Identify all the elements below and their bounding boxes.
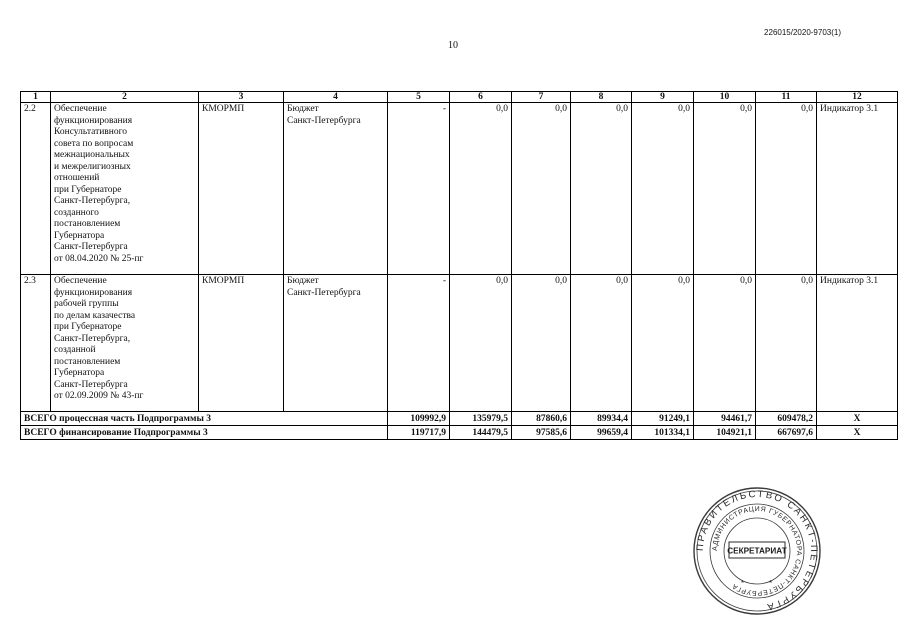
table-row: [21, 275, 898, 412]
activity-name: Обеспечение функционирования Консультативного совета по вопросам межнациональных и межрелигиозных отношений при Губернаторе Санкт-Петербурга, созданного постановлением Губернатора Санкт-Петербурга от 08.04.2020 № 25-пг: [51, 103, 199, 275]
total-value: 97585,6: [512, 426, 571, 440]
total-value: 667697,6: [756, 426, 817, 440]
total-value: 101334,1: [632, 426, 694, 440]
value-cell: 0,0: [571, 103, 632, 275]
value-cell: 0,0: [694, 275, 756, 412]
value-cell: 0,0: [512, 103, 571, 275]
total-label: ВСЕГО финансирование Подпрограммы 3: [21, 426, 388, 440]
header-cell: 10: [694, 92, 756, 103]
header-cell: 9: [632, 92, 694, 103]
header-cell: 1: [21, 92, 51, 103]
executor: КМОРМП: [199, 275, 284, 412]
seal-inner-text: АДМИНИСТРАЦИЯ ГУБЕРНАТОРА САНКТ-ПЕТЕРБУРГА: [711, 505, 803, 597]
header-cell: 12: [817, 92, 898, 103]
total-value: 109992,9: [388, 412, 450, 426]
value-cell: 0,0: [632, 275, 694, 412]
value-cell: 0,0: [571, 275, 632, 412]
total-indicator: Х: [817, 426, 898, 440]
total-value: 99659,4: [571, 426, 632, 440]
total-value: 94461,7: [694, 412, 756, 426]
value-cell: 0,0: [694, 103, 756, 275]
header-cell: 8: [571, 92, 632, 103]
total-value: 91249,1: [632, 412, 694, 426]
value-cell: 0,0: [512, 275, 571, 412]
value-cell: -: [388, 275, 450, 412]
total-value: 87860,6: [512, 412, 571, 426]
funding-source: Бюджет Санкт-Петербурга: [284, 103, 388, 275]
header-row: [21, 92, 898, 103]
header-cell: 11: [756, 92, 817, 103]
indicator: Индикатор 3.1: [817, 275, 898, 412]
row-number: 2.3: [21, 275, 51, 412]
total-value: 119717,9: [388, 426, 450, 440]
value-cell: 0,0: [450, 103, 512, 275]
star-icon: *: [741, 579, 745, 588]
total-row: [21, 412, 898, 426]
seal-outer-text: ПРАВИТЕЛЬСТВО САНКТ-ПЕТЕРБУРГА: [694, 488, 820, 613]
page-number: 10: [448, 40, 458, 51]
value-cell: 0,0: [450, 275, 512, 412]
header-cell: 7: [512, 92, 571, 103]
header-cell: 2: [51, 92, 199, 103]
indicator: Индикатор 3.1: [817, 103, 898, 275]
total-value: 89934,4: [571, 412, 632, 426]
table-row: [21, 103, 898, 275]
star-icon: *: [769, 579, 773, 588]
total-indicator: Х: [817, 412, 898, 426]
executor: КМОРМП: [199, 103, 284, 275]
official-seal-stamp: [692, 486, 822, 616]
value-cell: 0,0: [756, 275, 817, 412]
value-cell: -: [388, 103, 450, 275]
value-cell: 0,0: [632, 103, 694, 275]
header-cell: 5: [388, 92, 450, 103]
value-cell: 0,0: [756, 103, 817, 275]
total-label: ВСЕГО процессная часть Подпрограммы 3: [21, 412, 388, 426]
total-value: 104921,1: [694, 426, 756, 440]
total-row: [21, 426, 898, 440]
header-cell: 6: [450, 92, 512, 103]
activity-name: Обеспечение функционирования рабочей группы по делам казачества при Губернаторе Санкт-Петербурга, созданной постановлением Губернатора Санкт-Петербурга от 02.09.2009 № 43-пг: [51, 275, 199, 412]
document-number: 226015/2020-9703(1): [764, 28, 841, 37]
header-cell: 4: [284, 92, 388, 103]
total-value: 144479,5: [450, 426, 512, 440]
total-value: 135979,5: [450, 412, 512, 426]
funding-source: Бюджет Санкт-Петербурга: [284, 275, 388, 412]
row-number: 2.2: [21, 103, 51, 275]
budget-table: [20, 91, 898, 440]
seal-center-text: СЕКРЕТАРИАТ: [727, 546, 787, 556]
total-value: 609478,2: [756, 412, 817, 426]
header-cell: 3: [199, 92, 284, 103]
